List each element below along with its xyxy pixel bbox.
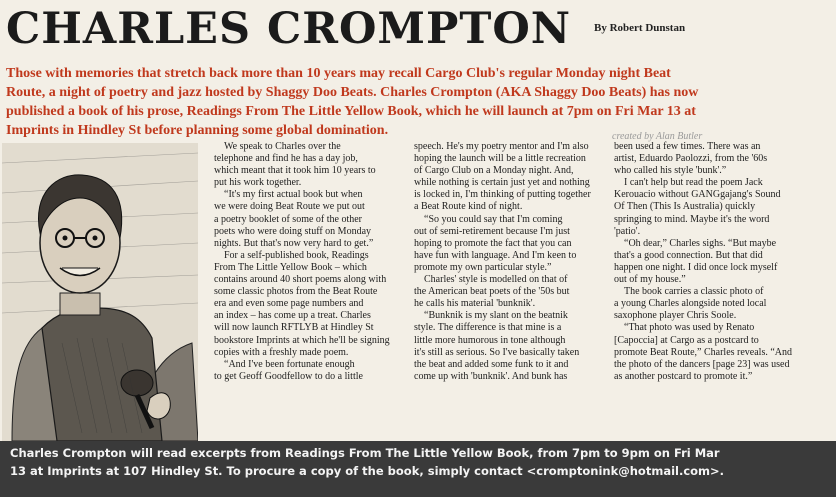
body-line: of Cargo Club on a Monday night. And, bbox=[414, 165, 574, 177]
standfirst-line: Imprints in Hindley St before planning some global domination. bbox=[6, 123, 389, 138]
body-line: a poetry booklet of some of the other bbox=[214, 213, 363, 225]
body-line: telephone and find he has a day job, bbox=[214, 153, 358, 165]
body-line: out of semi-retirement because I'm just bbox=[414, 225, 570, 237]
portrait-illustration bbox=[2, 143, 198, 441]
body-line: been used a few times. There was an bbox=[614, 141, 761, 152]
body-line: copies with a freshly made poem. bbox=[214, 346, 349, 358]
body-line: a young Charles alongside noted local bbox=[614, 298, 767, 310]
headline: CHARLES CROMPTON bbox=[6, 4, 572, 54]
body-line: saxophone player Chris Soole. bbox=[614, 310, 737, 322]
byline: By Robert Dunstan bbox=[594, 22, 686, 34]
body-line: Kerouacio without GANGgajang's Sound bbox=[614, 189, 781, 201]
body-line: era and even some page numbers and bbox=[214, 298, 364, 310]
body-line: put his work together. bbox=[214, 177, 302, 189]
body-line: as another postcard to promote it.” bbox=[614, 370, 753, 382]
body-line: hoping to promote the fact that you can bbox=[414, 237, 572, 249]
body-line: to get Geoff Goodfellow to do a little bbox=[214, 370, 363, 382]
article-column-3 bbox=[614, 141, 834, 440]
body-line: have fun with language. And I'm keen to bbox=[414, 249, 577, 261]
body-line: “So you could say that I'm coming bbox=[424, 213, 563, 225]
body-line: will now launch RFTLYB at Hindley St bbox=[214, 322, 374, 334]
body-line: little more humorous in tone although bbox=[414, 334, 566, 346]
body-line: happen one night. I did once lock myself bbox=[614, 261, 778, 273]
body-line: promote Beat Route,” Charles reveals. “And bbox=[614, 346, 792, 358]
body-line: speech. He's my poetry mentor and I'm also bbox=[414, 141, 589, 152]
body-line: contains around 40 short poems along with bbox=[214, 274, 387, 286]
body-line: artist, Eduardo Paolozzi, from the '60s bbox=[614, 153, 768, 165]
portrait-illustration-drawing bbox=[2, 143, 198, 441]
body-line: We speak to Charles over the bbox=[224, 141, 341, 152]
body-line: style. The difference is that mine is a bbox=[414, 322, 562, 334]
body-line: the photo of the dancers [page 23] was used bbox=[614, 358, 790, 370]
body-line: “That photo was used by Renato bbox=[624, 322, 755, 334]
standfirst-line: Route, a night of poetry and jazz hosted by Shaggy Doo Beats. Charles Crompton (AKA Shaggy Doo Beats) has now bbox=[6, 85, 699, 100]
footer-line: Charles Crompton will read excerpts from Readings From The Little Yellow Book, from 7pm to 9pm on Fri Mar bbox=[10, 446, 720, 460]
body-line: the American beat poets of the '50s but bbox=[414, 286, 570, 298]
body-line: which meant that it took him 10 years to bbox=[214, 165, 376, 177]
event-info-footer bbox=[0, 441, 836, 497]
body-line: nights. But that's now very hard to get.” bbox=[214, 237, 374, 249]
body-line: “It's my first actual book but when bbox=[224, 189, 363, 201]
body-line: Charles' style is modelled on that of bbox=[424, 274, 568, 286]
body-line: bookstore Imprints at which he'll be signing bbox=[214, 334, 390, 346]
body-line: come up with 'bunknik'. And bunk has bbox=[414, 370, 568, 382]
illustration-credit: created by Alan Butler bbox=[612, 131, 703, 142]
footer-line: 13 at Imprints at 107 Hindley St. To procure a copy of the book, simply contact <cromptonink@hotmail.com>. bbox=[10, 464, 725, 478]
body-line: a Beat Route kind of night. bbox=[414, 201, 523, 213]
body-line: [Capoccia] at Cargo as a postcard to bbox=[614, 334, 759, 346]
body-line: The book carries a classic photo of bbox=[624, 286, 764, 298]
body-line: From The Little Yellow Book – which bbox=[214, 261, 367, 273]
body-line: 'patio'. bbox=[614, 225, 641, 237]
body-line: For a self-published book, Readings bbox=[224, 249, 369, 261]
body-line: Of Then (This Is Australia) quickly bbox=[614, 201, 756, 213]
standfirst bbox=[6, 64, 832, 140]
body-line: it's still as serious. So I've basically taken bbox=[414, 346, 580, 358]
body-line: I can't help but read the poem Jack bbox=[624, 177, 763, 189]
body-line: he calls his material 'bunknik'. bbox=[414, 298, 536, 310]
event-info-text bbox=[10, 444, 830, 480]
standfirst-line: Those with memories that stretch back more than 10 years may recall Cargo Club's regular Monday night Beat bbox=[6, 66, 671, 81]
body-line: some classic photos from the Beat Route bbox=[214, 286, 378, 298]
body-line: is locked in, I'm thinking of putting together bbox=[414, 189, 591, 201]
body-line: promote my own particular style.” bbox=[414, 261, 552, 273]
body-line: that's a good connection. But that did bbox=[614, 249, 763, 261]
body-line: the beat and added some funk to it and bbox=[414, 358, 569, 370]
body-line: while nothing is certain just yet and nothing bbox=[414, 177, 590, 189]
body-line: who called his style 'bunk'.” bbox=[614, 165, 727, 177]
body-line: hoping the launch will be a little recreation bbox=[414, 153, 586, 165]
body-line: we were doing Beat Route we put out bbox=[214, 201, 365, 213]
body-line: “And I've been fortunate enough bbox=[224, 358, 355, 370]
body-line: out of my house.” bbox=[614, 274, 686, 286]
body-line: “Oh dear,” Charles sighs. “But maybe bbox=[624, 237, 777, 249]
standfirst-line: published a book of his prose, Readings From The Little Yellow Book, which he will launch at 7pm on Fri Mar 13 at bbox=[6, 104, 696, 119]
body-line: poets who were doing stuff on Monday bbox=[214, 225, 372, 237]
body-line: an index – has come up a treat. Charles bbox=[214, 310, 371, 322]
body-line: “Bunknik is my slant on the beatnik bbox=[424, 310, 568, 322]
body-line: springing to mind. Maybe it's the word bbox=[614, 213, 770, 225]
article-column-1 bbox=[214, 141, 414, 440]
article-column-2 bbox=[414, 141, 614, 440]
